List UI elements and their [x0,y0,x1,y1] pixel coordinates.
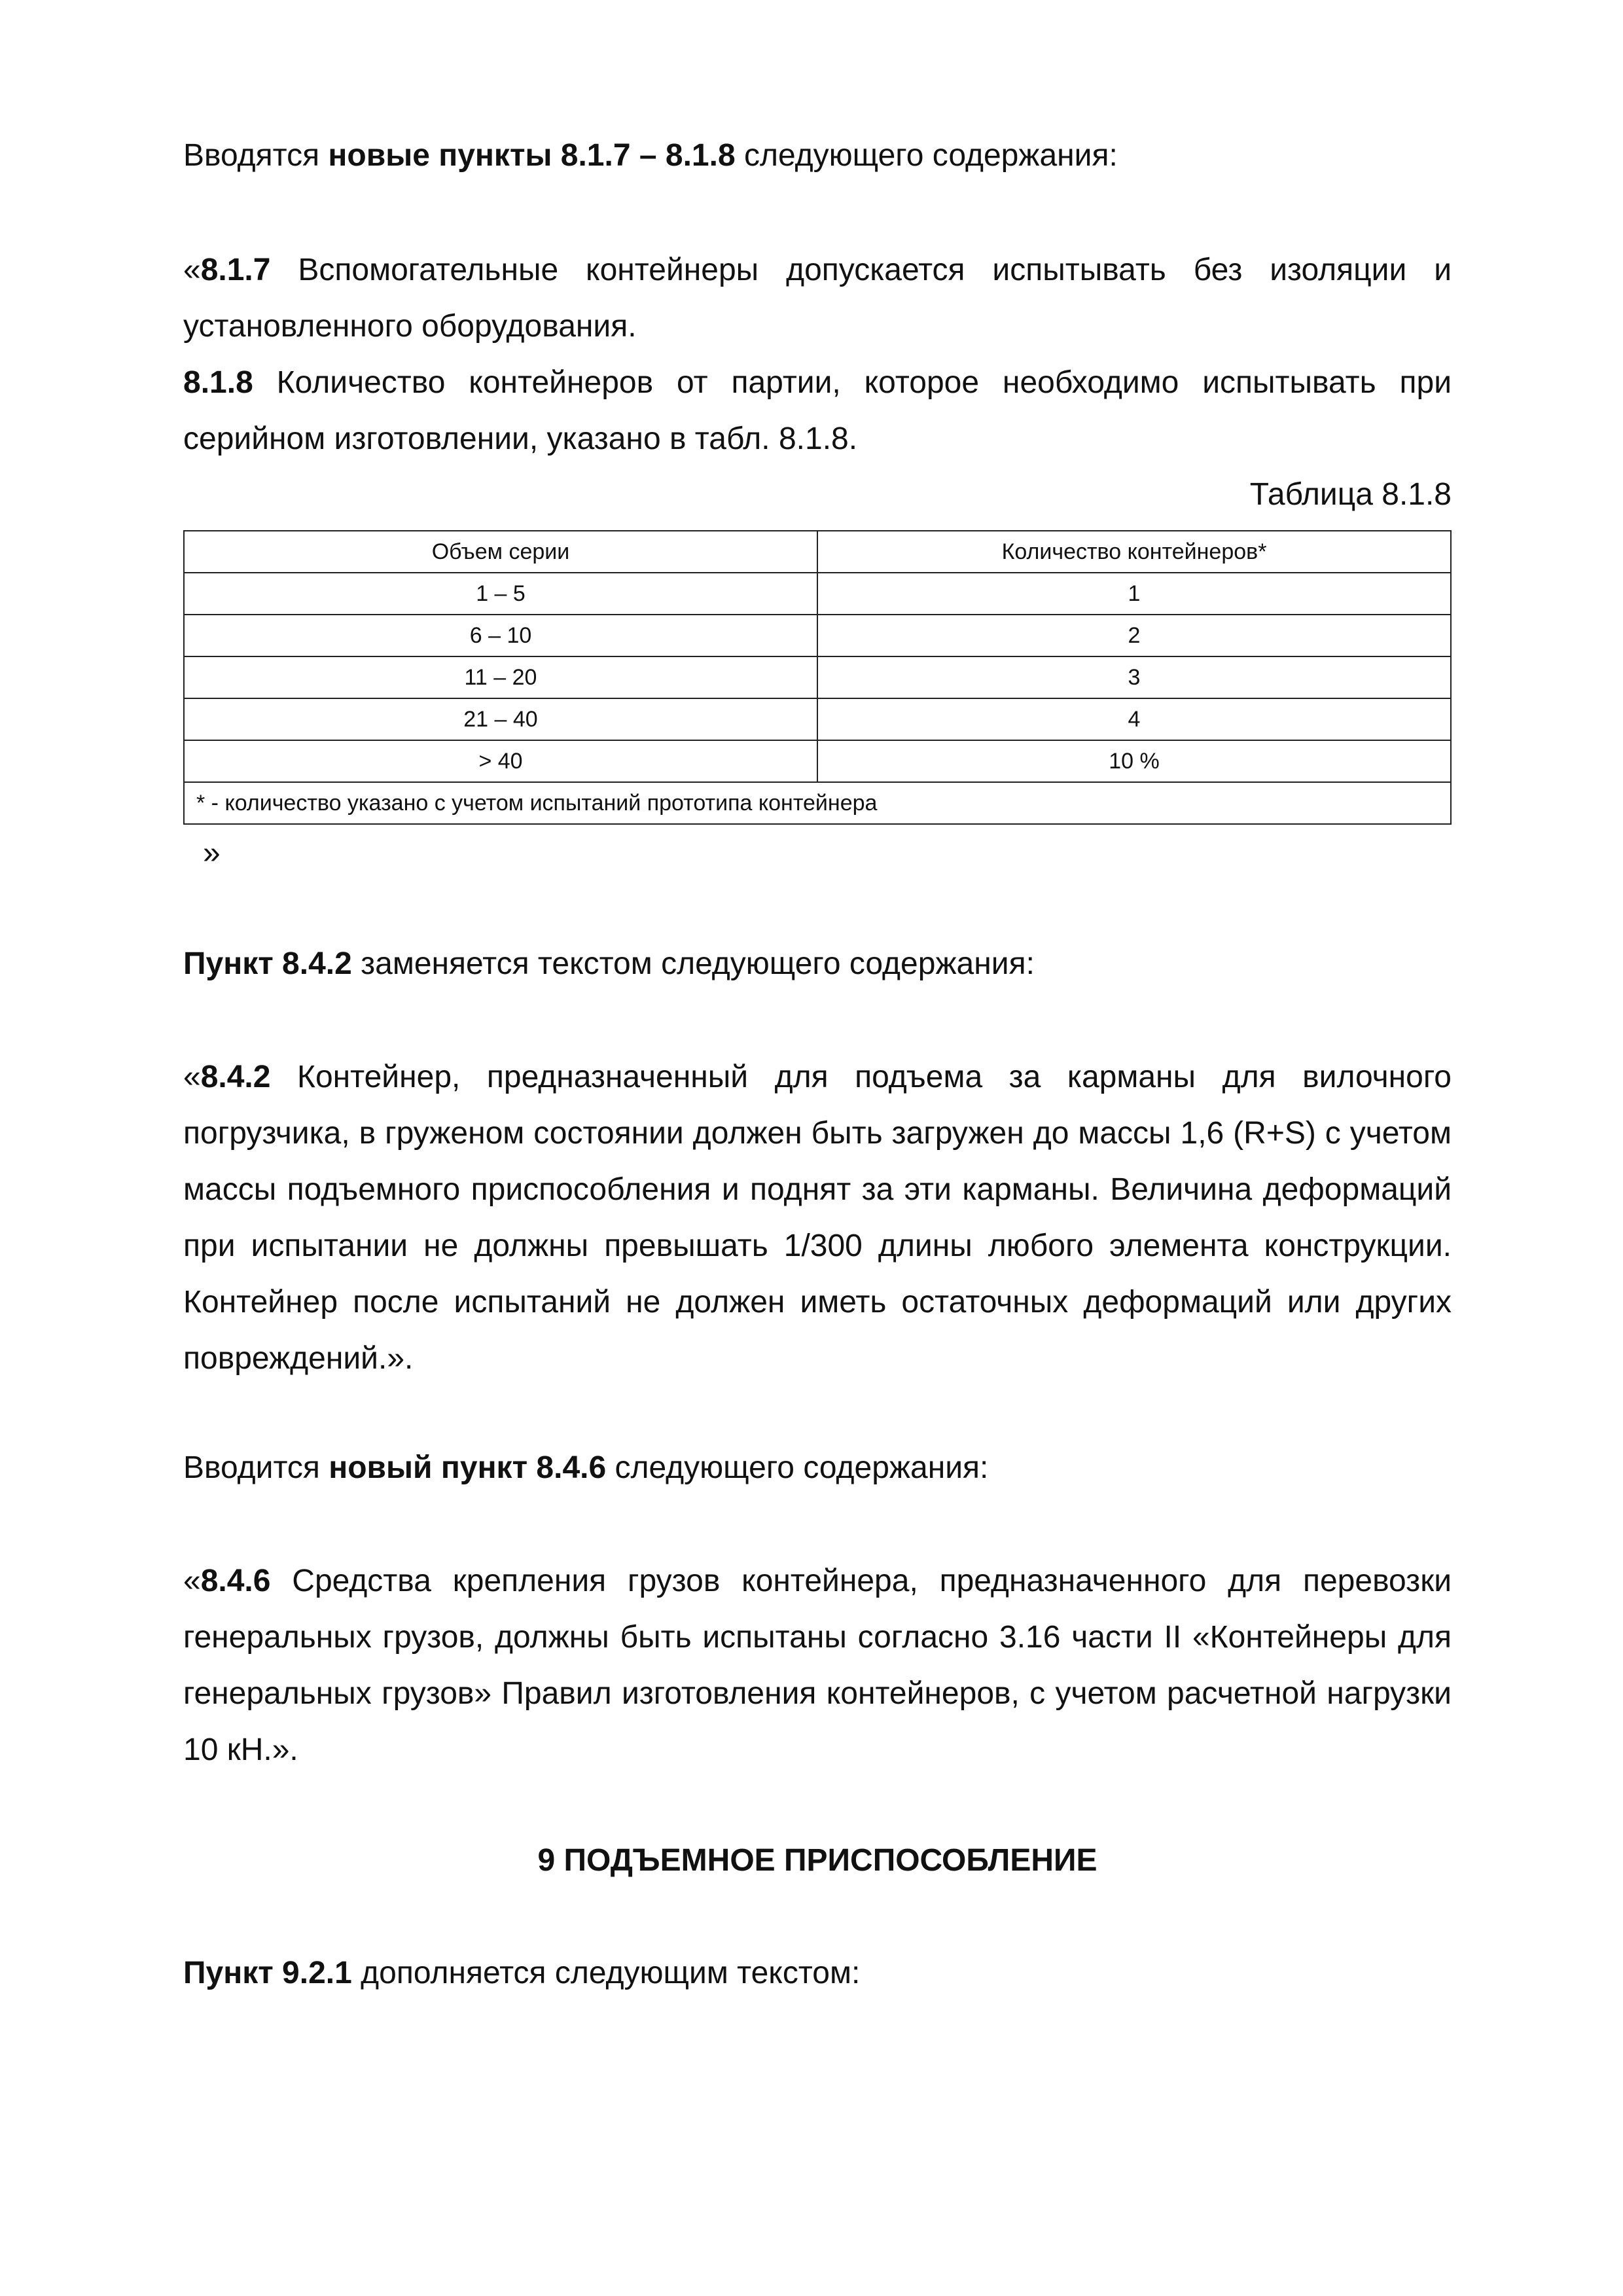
series-table [183,530,1452,825]
intro-item-921: Пункт 9.2.1 дополняется следующим текстом: [183,1956,861,1990]
table-row [184,698,1451,740]
table-caption: Таблица 8.1.8 [1249,477,1452,512]
item-8-4-2: «8.4.2 Контейнер, предназначенный для подъема за карманы для вилочного погрузчика, в груженом состоянии должен быть загружен до массы 1,6 (R+S) с учетом массы подъемного приспособления и поднят за эти карманы. Величина деформаций при испытании не должны превышать 1/300 длины любого элемента конструкции. Контейнер после испытаний не должен иметь остаточных деформаций или других повреждений.». [183,1060,1452,1376]
table-header-cell: Объем серии [184,531,817,573]
table-note: * - количество указано с учетом испытаний прототипа контейнера [184,782,1451,824]
table-row [184,740,1451,782]
table-cell: 21 – 40 [184,698,817,740]
intro-item-842: Пункт 8.4.2 заменяется текстом следующего содержания: [183,946,1035,981]
item-8-1-7: «8.1.7 Вспомогательные контейнеры допускается испытывать без изоляции и установленного оборудования. [183,253,1452,344]
table-cell: 2 [817,615,1451,656]
table-header-cell: Количество контейнеров* [817,531,1451,573]
intro-new-item-846: Вводится новый пункт 8.4.6 следующего содержания: [183,1450,989,1485]
table-cell: 3 [817,656,1451,698]
table-row [184,615,1451,656]
table-cell: 6 – 10 [184,615,817,656]
table-row [184,656,1451,698]
table-cell: 1 [817,573,1451,615]
section-title: 9 ПОДЪЕМНОЕ ПРИСПОСОБЛЕНИЕ [537,1843,1097,1878]
item-8-4-6: «8.4.6 Средства крепления грузов контейнера, предназначенного для перевозки генеральных грузов, должны быть испытаны согласно 3.16 части II «Контейнеры для генеральных грузов» Правил изготовления контейнеров, с учетом расчетной нагрузки 10 кН.». [183,1564,1452,1767]
table-row [184,573,1451,615]
table-note-row [184,782,1451,824]
table-header-row [184,531,1451,573]
table-cell: 10 % [817,740,1451,782]
table-cell: > 40 [184,740,817,782]
item-8-1-8: 8.1.8 Количество контейнеров от партии, которое необходимо испытывать при серийном изготовлении, указано в табл. 8.1.8. [183,365,1452,456]
intro-new-items-817-818: Вводятся новые пункты 8.1.7 – 8.1.8 следующего содержания: [183,138,1118,173]
table-cell: 11 – 20 [184,656,817,698]
table-cell: 1 – 5 [184,573,817,615]
closing-quote: » [203,836,221,870]
table-cell: 4 [817,698,1451,740]
